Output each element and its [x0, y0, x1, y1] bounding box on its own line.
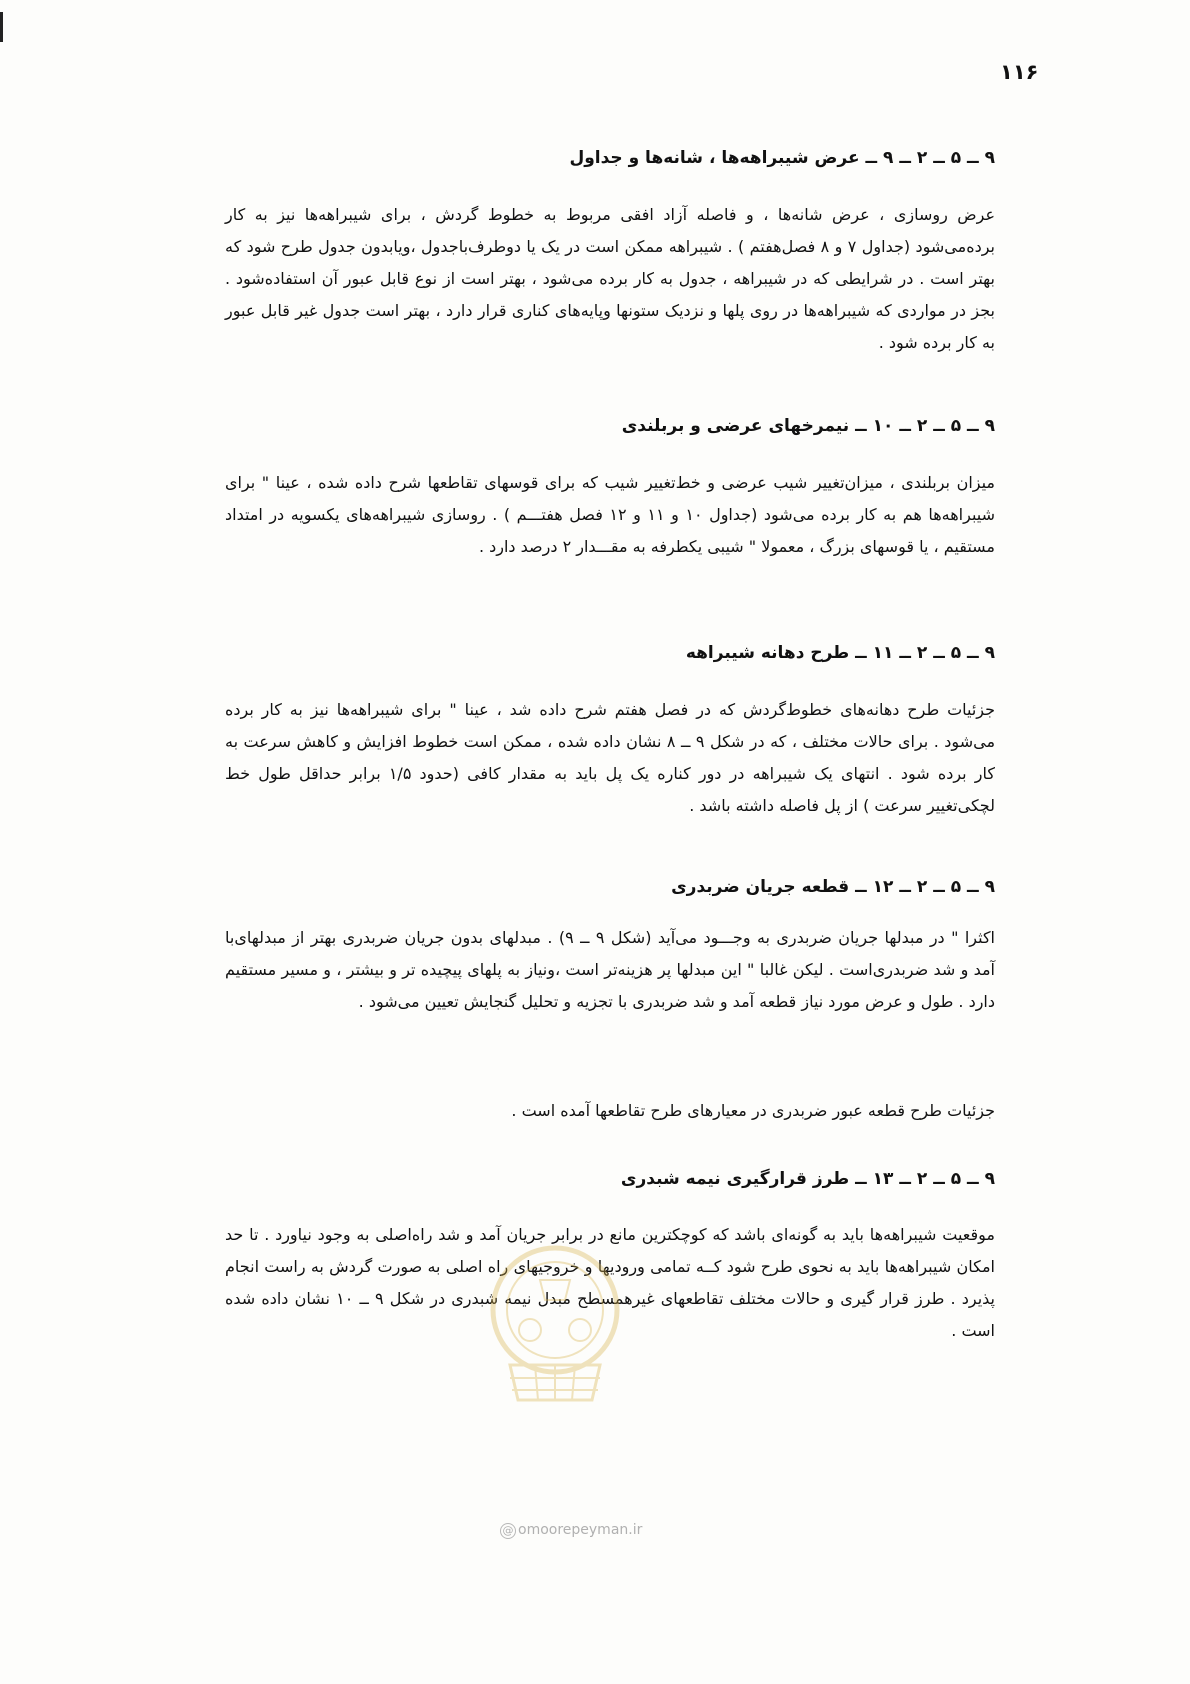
at-icon: @: [500, 1523, 516, 1539]
section-paragraph: جزئیات طرح قطعه عبور ضربدری در معیارهای طرح تقاطعها آمده است .: [511, 1101, 995, 1120]
watermark-seal-icon: [480, 1240, 630, 1410]
section-paragraph: اکثرا " در مبدلها جریان ضربدری به وجـــود می‌آید (شکل ۹ ــ ۹) . مبدلهای بدون جریان ضربدری بهتر از مبدلهای‌با آمد و شد ضربدری‌است . لیکن غالبا " این مبدلها پر هزینه‌تر است ،ونیاز به پلهای پیچیده تر و بیشتر ، و مسیر مستقیم دارد . طول و عرض مورد نیاز قطعه آمد و شد ضربدری با تجزیه و تحلیل گنجایش تعیین می‌شود .: [225, 928, 996, 1011]
watermark-url: [500, 1522, 642, 1539]
section-heading-9-5-2-12: ۹ ــ ۵ ــ ۲ ــ ۱۲ ــ قطعه جریان ضربدری: [671, 877, 995, 897]
page-number: ۱۱۶: [1000, 60, 1039, 84]
section-heading-9-5-2-13: ۹ ــ ۵ ــ ۲ ــ ۱۳ ــ طرز قرارگیری نیمه شبدری: [620, 1169, 995, 1189]
section-heading-9-5-2-10: ۹ ــ ۵ ــ ۲ ــ ۱۰ ــ نیمرخهای عرضی و بربلندی: [621, 416, 995, 436]
scan-edge-mark: [0, 12, 3, 42]
section-paragraph: عرض روسازی ، عرض شانه‌ها ، و فاصله آزاد افقی مربوط به خطوط گردش ، برای شیبراهه‌ها نیز به کار برده‌می‌شود (جداول ۷ و ۸ فصل‌هفتم ) . شیبراهه ممکن است در یک یا دوطرف‌باجدول ،ویابدون جدول طرح شود که بهتر است . در شرایطی که در شیبراهه ، جدول به کار برده می‌شود ، بهتر است از نوع قابل عبور آن استفاده‌شود . بجز در مواردی که شیبراهه‌ها در روی پلها و نزدیک ستونها وپایه‌های کناری قرار دارد ، بهتر است جدول غیر قابل عبور به کار برده شود .: [225, 205, 996, 352]
section-paragraph: موقعیت شیبراهه‌ها باید به گونه‌ای باشد که کوچکترین مانع در برابر جریان آمد و شد راه‌اصلی به وجود نیاورد . تا حد امکان شیبراهه‌ها باید به نحوی طرح شود کــه تمامی ورودیها و خروجیهای راه اصلی به صورت گردش به راست انجام پذیرد . طرز قرار گیری و حالات مختلف تقاطعهای غیرهمسطح مبدل نیمه شبدری در شکل ۹ ــ ۱۰ نشان داده شده است .: [225, 1225, 996, 1340]
section-paragraph: میزان بربلندی ، میزان‌تغییر شیب عرضی و خط‌تغییر شیب که برای قوسهای تقاطعها شرح داده شده ، عینا " برای شیبراهه‌ها هم به کار برده می‌شود (جداول ۱۰ و ۱۱ و ۱۲ فصل هفتـــم ) . روسازی شیبراهه‌های یکسویه در امتداد مستقیم ، یا قوسهای بزرگ ، معمولا " شیبی یکطرفه به مقـــدار ۲ درصد دارد .: [225, 473, 996, 556]
section-heading-9-5-2-11: ۹ ــ ۵ ــ ۲ ــ ۱۱ ــ طرح دهانه شیبراهه: [685, 643, 995, 663]
section-heading-9-5-2-9: ۹ ــ ۵ ــ ۲ ــ ۹ ــ عرض شیبراهه‌ها ، شانه‌ها و جداول: [569, 148, 995, 168]
watermark-url-text: omoorepeyman.ir: [518, 1522, 643, 1538]
section-paragraph: جزئیات طرح دهانه‌های خطوط‌گردش که در فصل هفتم شرح داده شد ، عینا " برای شیبراهه‌ها نیز به کار برده می‌شود . برای حالات مختلف ، که در شکل ۹ ــ ۸ نشان داده شده ، ممکن است خطوط افزایش و کاهش سرعت به کار برده شود . انتهای یک شیبراهه در دور کناره یک پل باید به مقدار کافی (حدود ۱/۵ برابر حداقل طول خط لچکی‌تغییر سرعت ) از پل فاصله داشته باشد .: [225, 700, 996, 815]
